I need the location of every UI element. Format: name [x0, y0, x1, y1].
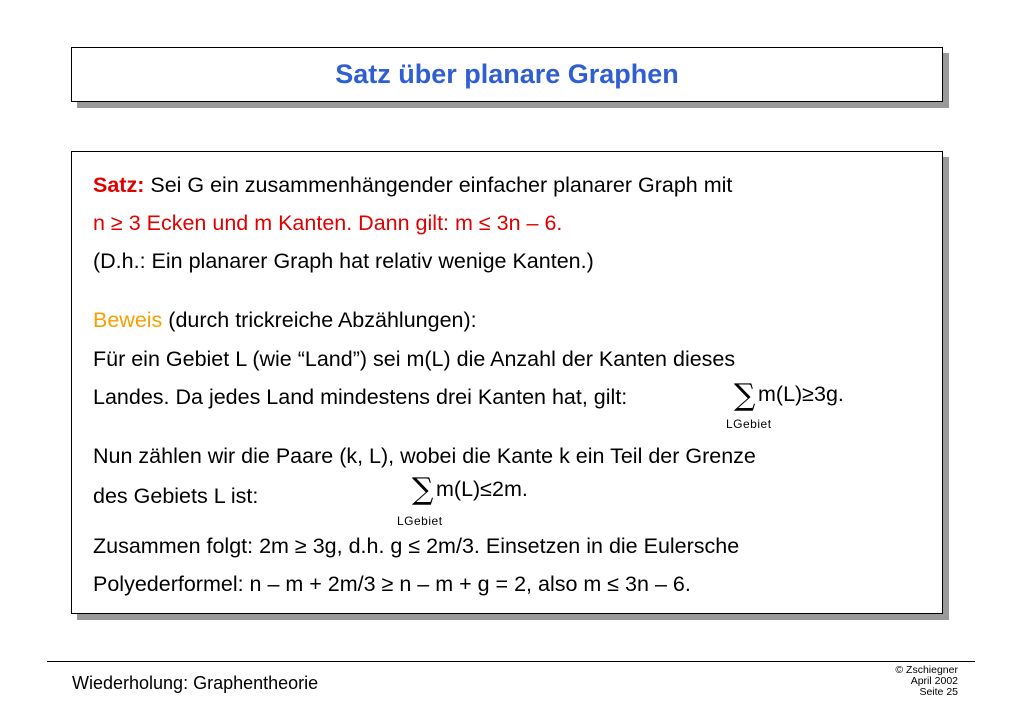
proof-line-1: Für ein Gebiet L (wie “Land”) sei m(L) die Anzahl der Kanten dieses — [93, 347, 736, 371]
proof-line-3: Nun zählen wir die Paare (k, L), wobei die Kante k ein Teil der Grenze — [93, 444, 756, 468]
slide-title: Satz über planare Graphen — [335, 59, 679, 89]
footer-divider — [47, 661, 975, 662]
proof-line-6: Polyederformel: n – m + 2m/3 ≥ n – m + g = 2, also m ≤ 3n – 6. — [93, 572, 691, 596]
footer-page: Seite 25 — [919, 686, 958, 698]
formula-1-subscript: LGebiet — [726, 417, 772, 431]
theorem-text-1: Sei G ein zusammenhängender einfacher planarer Graph mit — [150, 173, 733, 197]
formula-2-expr: m(L)≤2m. — [436, 477, 528, 501]
title-box — [71, 47, 943, 102]
footer-copyright: © Zschiegner — [895, 664, 958, 676]
theorem-label: Satz: — [93, 173, 145, 197]
footer-credits — [895, 665, 958, 698]
formula-2-subscript: LGebiet — [397, 514, 443, 528]
proof-line-4: des Gebiets L ist: — [93, 484, 259, 508]
footer-date: April 2002 — [910, 675, 958, 687]
theorem-line-1 — [93, 175, 732, 197]
proof-line-2: Landes. Da jedes Land mindestens drei Kanten hat, gilt: — [93, 385, 628, 409]
formula-1-expr: m(L)≥3g. — [758, 382, 844, 406]
sum-symbol-1: ∑ — [734, 378, 756, 413]
footer-title: Wiederholung: Graphentheorie — [72, 673, 319, 693]
proof-header — [93, 310, 477, 332]
sum-symbol-2: ∑ — [412, 472, 434, 507]
content-box — [71, 151, 943, 614]
theorem-line-3: (D.h.: Ein planarer Graph hat relativ wenige Kanten.) — [93, 249, 594, 273]
proof-label-suffix: (durch trickreiche Abzählungen): — [162, 308, 477, 332]
theorem-line-2: n ≥ 3 Ecken und m Kanten. Dann gilt: m ≤ 3n – 6. — [93, 211, 563, 235]
proof-line-5: Zusammen folgt: 2m ≥ 3g, d.h. g ≤ 2m/3. Einsetzen in die Eulersche — [93, 534, 740, 558]
proof-label: Beweis — [93, 308, 163, 332]
